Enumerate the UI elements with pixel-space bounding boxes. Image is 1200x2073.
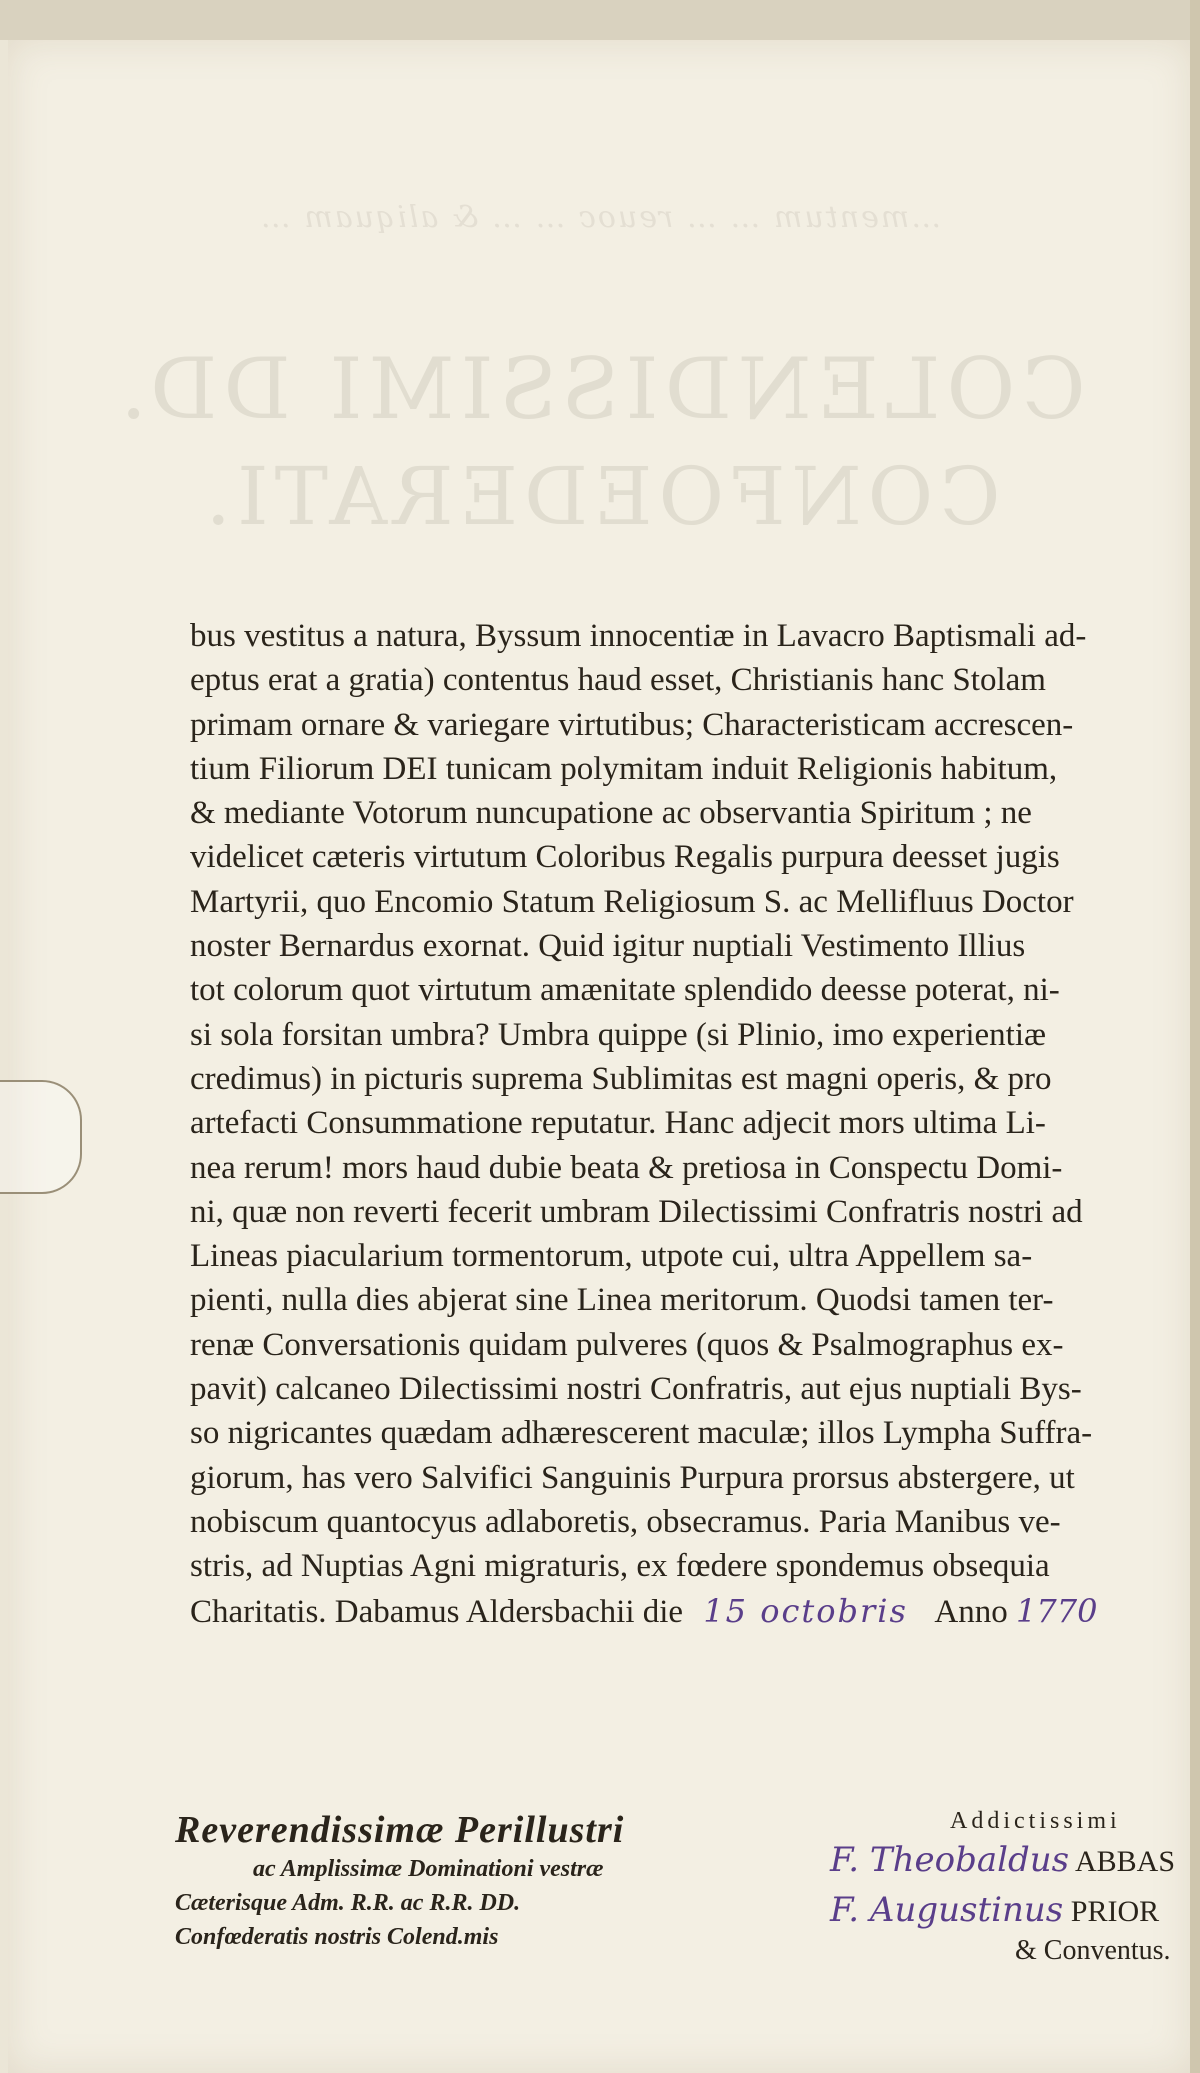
conventus-label: & Conventus. [1015, 1935, 1171, 1966]
text-line: credimus) in picturis suprema Sublimitas est magni operis, & pro [190, 1060, 1052, 1097]
closing-line-4: Confœderatis nostris Colend.mis [175, 1924, 499, 1950]
text-line: Martyrii, quo Encomio Statum Religiosum S. ac Mellifluus Doctor [190, 883, 1074, 920]
text-line: eptus erat a gratia) contentus haud esset, Christianis hanc Stolam [190, 662, 1046, 699]
signature-block [830, 1808, 1190, 1967]
prior-signature: F. Augustinus [830, 1890, 1064, 1930]
dating-prefix: Charitatis. Dabamus Aldersbachii die [190, 1593, 684, 1630]
text-line: si sola forsitan umbra? Umbra quippe (si Plinio, imo experientiæ [190, 1016, 1047, 1053]
closing-salutation: Reverendissimæ Perillustri [175, 1809, 625, 1851]
letter-body [190, 614, 1190, 1633]
text-line: nea rerum! mors haud dubie beata & pretiosa in Conspectu Domi- [190, 1149, 1063, 1186]
text-line: pavit) calcaneo Dilectissimi nostri Confratris, aut ejus nuptiali Bys- [190, 1371, 1082, 1408]
text-line: so nigricantes quædam adhærescerent maculæ; illos Lympha Suffra- [190, 1415, 1093, 1452]
text-line: nobiscum quantocyus adlaboretis, obsecramus. Paria Manibus ve- [190, 1503, 1061, 1540]
abbas-title: ABBAS [1074, 1845, 1176, 1878]
prior-title: PRIOR [1070, 1895, 1160, 1928]
bleed-through-heading: COLENDISSIMI DD. [114, 340, 1086, 438]
prior-signature-row [830, 1885, 1190, 1935]
bleed-through-line-1: …mentum … … reuoc … … & aliquam … [258, 200, 942, 235]
abbas-signature: F. Theobaldus [830, 1840, 1070, 1880]
binding-tab [0, 1080, 82, 1194]
scan-border-right [1190, 0, 1200, 2073]
text-line: & mediante Votorum nuncupatione ac observantia Spiritum ; ne [190, 795, 1032, 832]
text-line: pienti, nulla dies abjerat sine Linea meritorum. Quodsi tamen ter- [190, 1282, 1054, 1319]
text-line: bus vestitus a natura, Byssum innocentiæ in Lavacro Baptismali ad- [190, 618, 1087, 654]
anno-label: Anno [934, 1593, 1008, 1630]
handwritten-year: 1770 [1015, 1591, 1098, 1630]
closing-line-3: Cæterisque Adm. R.R. ac R.R. DD. [175, 1890, 521, 1916]
text-line: renæ Conversationis quidam pulveres (quos & Psalmographus ex- [190, 1326, 1064, 1363]
scan-border-top [0, 0, 1200, 40]
text-line: giorum, has vero Salvifici Sanguinis Purpura prorsus abstergere, ut [190, 1459, 1075, 1496]
dating-line [190, 1589, 1190, 1633]
text-line: Lineas piacularium tormentorum, utpote cui, ultra Appellem sa- [190, 1238, 1033, 1275]
text-line: ni, quæ non reverti fecerit umbram Dilectissimi Confratris nostri ad [190, 1193, 1083, 1230]
text-line: stris, ad Nuptias Agni migraturis, ex fœdere spondemus obsequia [190, 1548, 1050, 1585]
text-line: primam ornare & variegare virtutibus; Characteristicam accrescen- [190, 706, 1074, 743]
bleed-through-subheading: CONFOEDERATI. [199, 450, 1001, 543]
text-line: noster Bernardus exornat. Quid igitur nuptiali Vestimento Illius [190, 928, 1026, 965]
text-line: videlicet cæteris virtutum Coloribus Regalis purpura deesset jugis [190, 839, 1060, 876]
abbas-signature-row [830, 1835, 1190, 1885]
addictissimi-label: Addictissimi [950, 1808, 1121, 1834]
text-line: artefacti Consummatione reputatur. Hanc adjecit mors ultima Li- [190, 1105, 1046, 1142]
text-line: tot colorum quot virtutum amænitate splendido deesse poterat, ni- [190, 972, 1060, 1009]
handwritten-date: 15 octobris [703, 1591, 908, 1630]
closing-address [175, 1808, 624, 1954]
text-line: tium Filiorum DEI tunicam polymitam induit Religionis habitum, [190, 750, 1058, 787]
closing-line-2: ac Amplissimæ Dominationi vestræ [253, 1856, 604, 1882]
